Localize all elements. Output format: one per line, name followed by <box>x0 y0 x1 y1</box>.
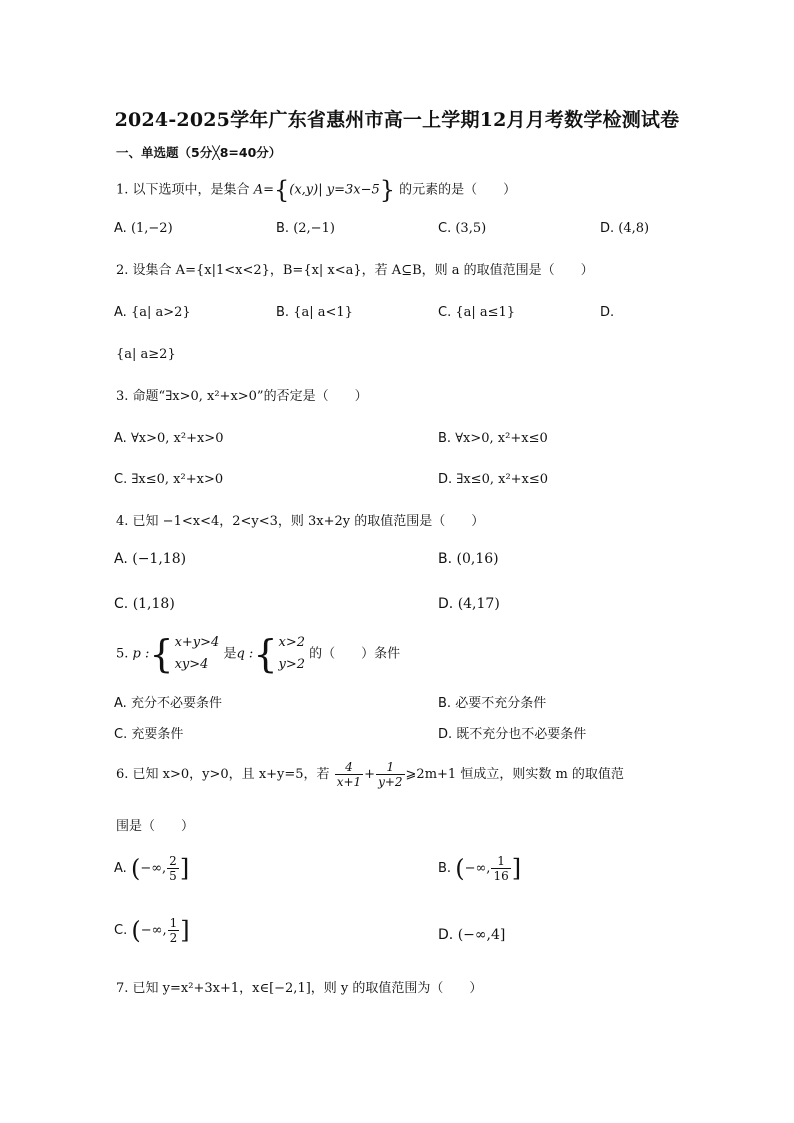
q5-p-label: p : <box>132 646 150 662</box>
q3-option-c-text: ∃x≤0, x²+x>0 <box>131 472 224 487</box>
q3-option-d-text: ∃x≤0, x²+x≤0 <box>456 472 549 487</box>
q7-number: 7. <box>116 981 129 996</box>
q2-option-b-text: {a| a<1} <box>293 305 353 320</box>
q6-option-a[interactable]: A. (−∞, $\frac{2}{5}$ ] <box>114 854 190 883</box>
q1-prefix: 以下选项中，是集合 <box>132 182 250 198</box>
q6-option-b[interactable]: B. (−∞, $\frac{1}{16}$ ] <box>438 854 522 883</box>
q6-frac2-den: y+2 <box>378 775 403 789</box>
question-6: 6. 已知 x>0，y>0，且 x+y=5，若 $\frac{4}{x+1}$ + $\frac{1}{y+2}$ ⩾2m+1 恒成立，则实数 m 的取值范 <box>116 760 624 789</box>
q6-option-c[interactable]: C. (−∞, $\frac{1}{2}$ ] <box>114 916 190 945</box>
question-7 <box>116 982 482 995</box>
q4-text: 已知 −1<x<4，2<y<3，则 3x+2y 的取值范围是（ ） <box>132 514 485 529</box>
q3-option-a[interactable]: A. ∀x>0, x²+x>0 <box>114 431 224 446</box>
q2-option-c[interactable]: C. {a| a≤1} <box>438 305 516 320</box>
q3-option-b[interactable]: B. ∀x>0, x²+x≤0 <box>438 431 548 446</box>
q5-option-c-text: 充要条件 <box>131 727 184 742</box>
q6-prefix: 已知 x>0，y>0，且 x+y=5，若 <box>132 767 330 782</box>
q1-suffix: 的元素的是（ ） <box>399 182 517 198</box>
section-heading: 一、单选题（5分╳8=40分） <box>116 145 282 160</box>
q5-option-d[interactable]: D. 既不充分也不必要条件 <box>438 727 587 742</box>
question-4 <box>116 515 484 528</box>
q4-number: 4. <box>116 514 129 529</box>
q2-option-d-text[interactable]: {a| a≥2} <box>116 347 176 362</box>
q6-suffix: ⩾2m+1 恒成立，则实数 m 的取值范 <box>405 767 624 782</box>
q5-connector: 是 <box>223 646 237 662</box>
q1-number: 1. <box>116 182 129 198</box>
q6-option-d-text: (−∞,4] <box>457 927 506 943</box>
q1-option-c-text: (3,5) <box>455 221 487 236</box>
q4-option-a[interactable]: A. (−1,18) <box>114 551 187 567</box>
q3-option-a-text: ∀x>0, x²+x>0 <box>130 431 224 446</box>
q3-text: 命题“∃x>0, x²+x>0”的否定是（ ） <box>132 389 368 404</box>
q2-text: 设集合 A={x|1<x<2}，B={x| x<a}，若 A⊆B，则 a 的取值范围是（ ） <box>132 263 594 278</box>
q1-option-b-text: (2,−1) <box>293 221 335 236</box>
q1-option-a-text: (1,−2) <box>130 221 173 236</box>
q4-option-c[interactable]: C. (1,18) <box>114 596 175 612</box>
q5-q-line2: y>2 <box>278 657 306 672</box>
q4-option-d[interactable]: D. (4,17) <box>438 596 500 612</box>
q1-set-body: (x,y)| y=3x−5 <box>289 182 380 198</box>
q1-option-d[interactable]: D. (4,8) <box>600 221 650 236</box>
q3-option-c[interactable]: C. ∃x≤0, x²+x>0 <box>114 472 224 487</box>
q4-option-b[interactable]: B. (0,16) <box>438 551 499 567</box>
q2-option-c-text: {a| a≤1} <box>455 305 516 320</box>
q1-option-b[interactable]: B. (2,−1) <box>276 221 335 236</box>
q6-option-d[interactable]: D. (−∞,4] <box>438 927 506 943</box>
q5-p-line2: xy>4 <box>174 657 209 672</box>
q5-suffix: 的（ ）条件 <box>309 646 401 662</box>
q5-option-b[interactable]: B. 必要不充分条件 <box>438 696 547 711</box>
question-5: 5. p :{ x+y>4 xy>4 是q :{ x>2 y>2 的（ ）条件 <box>116 632 401 676</box>
q3-option-d[interactable]: D. ∃x≤0, x²+x≤0 <box>438 472 549 487</box>
q1-option-c[interactable]: C. (3,5) <box>438 221 487 236</box>
question-3 <box>116 390 368 403</box>
q2-number: 2. <box>116 263 129 278</box>
q6-frac1-den: x+1 <box>336 775 362 789</box>
q1-set-name: A= <box>253 182 274 198</box>
q5-option-a[interactable]: A. 充分不必要条件 <box>114 696 222 711</box>
q2-option-b[interactable]: B. {a| a<1} <box>276 305 353 320</box>
question-2 <box>116 264 594 277</box>
q5-option-b-text: 必要不充分条件 <box>455 696 547 711</box>
q3-number: 3. <box>116 389 129 404</box>
q4-option-d-text: (4,17) <box>457 596 500 612</box>
q5-q-label: q : <box>236 646 254 662</box>
q5-p-line1: x+y>4 <box>174 635 220 650</box>
q3-option-b-text: ∀x>0, x²+x≤0 <box>455 431 548 446</box>
q5-option-a-text: 充分不必要条件 <box>130 696 222 711</box>
q2-option-a[interactable]: A. {a| a>2} <box>114 305 191 320</box>
q5-number: 5. <box>116 646 129 662</box>
q4-option-c-text: (1,18) <box>132 596 175 612</box>
q1-option-a[interactable]: A. (1,−2) <box>114 221 173 236</box>
q2-option-d[interactable]: D. <box>600 305 615 320</box>
exam-title: 2024-2025学年广东省惠州市高一上学期12月月考数学检测试卷 <box>114 109 680 131</box>
q6-frac2-num: 1 <box>386 760 395 774</box>
q4-option-a-text: (−1,18) <box>132 551 187 567</box>
q2-option-a-text: {a| a>2} <box>130 305 191 320</box>
q5-q-line1: x>2 <box>278 635 305 650</box>
q6-number: 6. <box>116 767 129 782</box>
q1-option-d-text: (4,8) <box>618 221 650 236</box>
q5-option-d-text: 既不充分也不必要条件 <box>456 727 587 742</box>
q6-line2: 围是（ ） <box>116 819 195 834</box>
q5-option-c[interactable]: C. 充要条件 <box>114 727 184 742</box>
q6-frac1-num: 4 <box>345 760 353 774</box>
question-1: 1. 以下选项中，是集合 A={(x,y)| y=3x−5} 的元素的是（ ） <box>116 176 517 204</box>
q7-text: 已知 y=x²+3x+1，x∈[−2,1]，则 y 的取值范围为（ ） <box>132 981 483 996</box>
q4-option-b-text: (0,16) <box>456 551 499 567</box>
